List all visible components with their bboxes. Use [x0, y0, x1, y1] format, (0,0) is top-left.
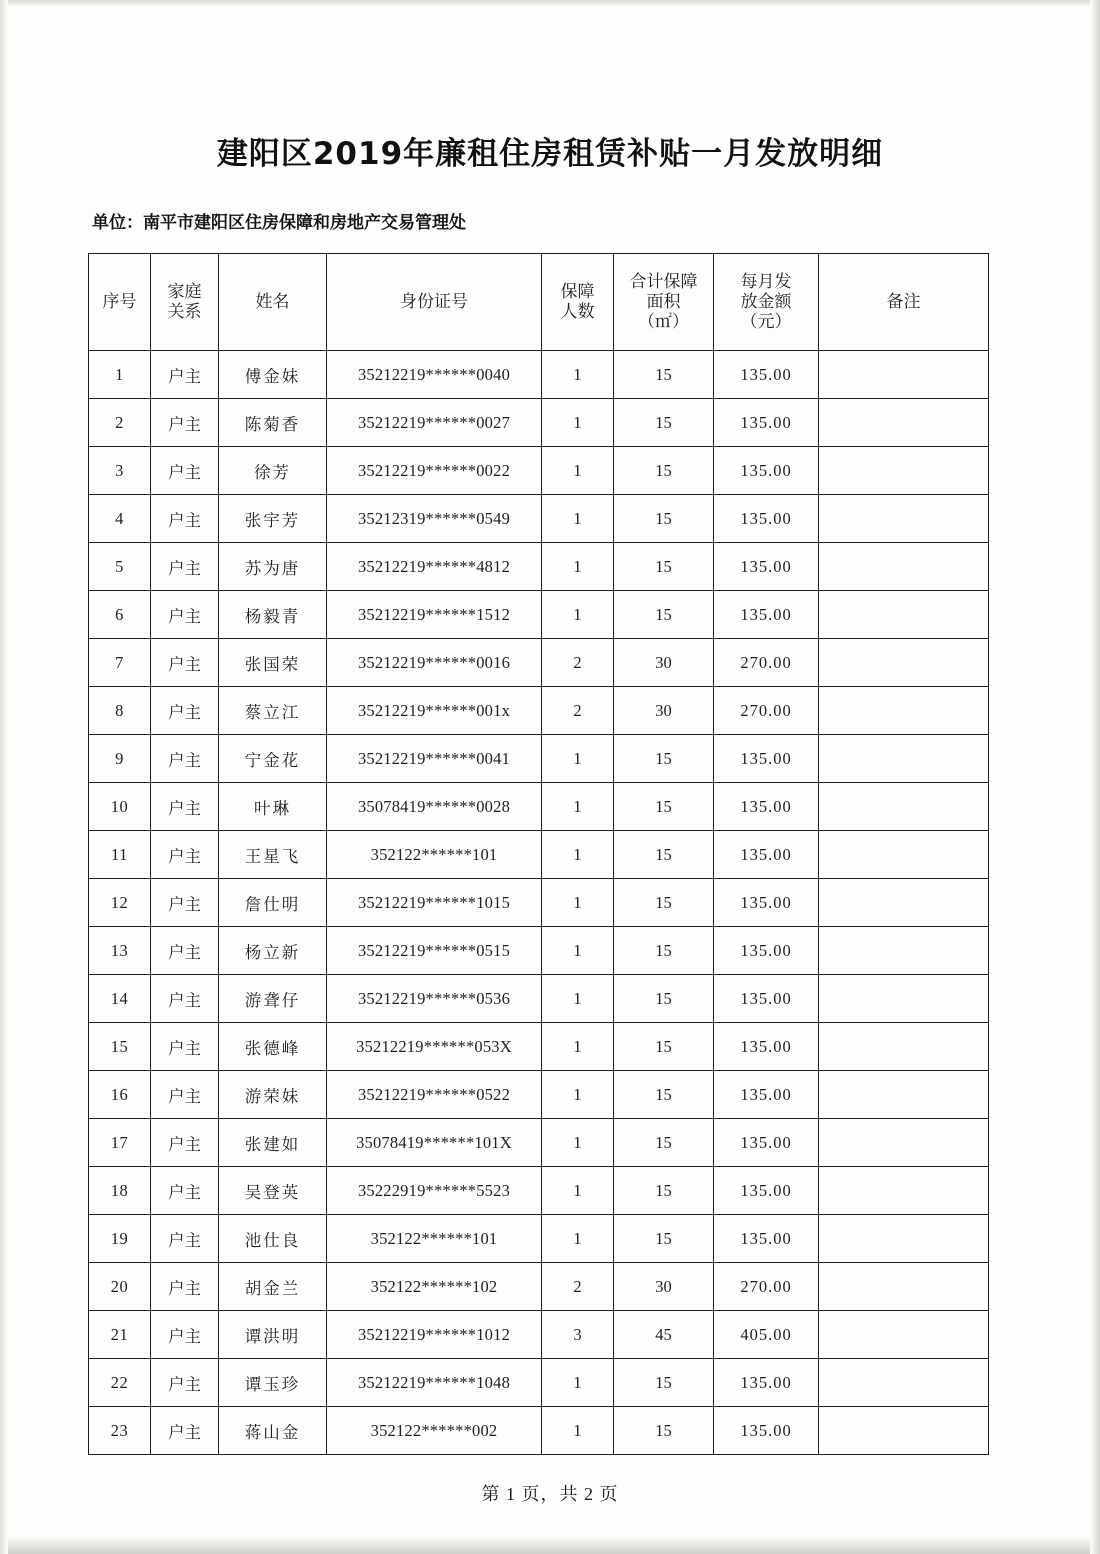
cell-amount: 405.00 — [714, 1311, 819, 1359]
cell-area: 30 — [614, 639, 714, 687]
cell-id-number: 35078419******0028 — [327, 783, 542, 831]
cell-area: 15 — [614, 927, 714, 975]
cell-name: 叶琳 — [219, 783, 327, 831]
cell-area: 15 — [614, 399, 714, 447]
cell-name: 蒋山金 — [219, 1407, 327, 1455]
table-row — [89, 495, 989, 543]
cell-name: 池仕良 — [219, 1215, 327, 1263]
cell-relation: 户主 — [151, 399, 219, 447]
cell-people: 1 — [542, 1167, 614, 1215]
header-people — [542, 254, 614, 351]
cell-relation: 户主 — [151, 783, 219, 831]
table-header-row — [89, 254, 989, 351]
cell-relation: 户主 — [151, 351, 219, 399]
header-note: 备注 — [819, 254, 989, 351]
cell-id-number: 35212219******1015 — [327, 879, 542, 927]
cell-people: 1 — [542, 1119, 614, 1167]
cell-relation: 户主 — [151, 687, 219, 735]
cell-name: 杨立新 — [219, 927, 327, 975]
cell-amount: 270.00 — [714, 687, 819, 735]
cell-area: 15 — [614, 1167, 714, 1215]
cell-amount: 135.00 — [714, 1359, 819, 1407]
header-amount-line-3: （元） — [740, 312, 792, 333]
cell-note — [819, 1071, 989, 1119]
cell-id-number: 35212319******0549 — [327, 495, 542, 543]
cell-people: 1 — [542, 783, 614, 831]
document-unit-line: 单位：南平市建阳区住房保障和房地产交易管理处 — [92, 213, 466, 233]
cell-index: 11 — [89, 831, 151, 879]
cell-name: 宁金花 — [219, 735, 327, 783]
cell-index: 3 — [89, 447, 151, 495]
cell-relation: 户主 — [151, 1359, 219, 1407]
cell-index: 5 — [89, 543, 151, 591]
table-row — [89, 447, 989, 495]
cell-amount: 135.00 — [714, 1071, 819, 1119]
cell-area: 15 — [614, 975, 714, 1023]
cell-relation: 户主 — [151, 1311, 219, 1359]
cell-note — [819, 1311, 989, 1359]
cell-id-number: 35212219******0022 — [327, 447, 542, 495]
cell-id-number: 35212219******0522 — [327, 1071, 542, 1119]
cell-name: 吴登英 — [219, 1167, 327, 1215]
cell-people: 1 — [542, 879, 614, 927]
cell-area: 15 — [614, 1119, 714, 1167]
cell-note — [819, 975, 989, 1023]
cell-id-number: 35212219******0027 — [327, 399, 542, 447]
cell-amount: 135.00 — [714, 831, 819, 879]
cell-name: 王星飞 — [219, 831, 327, 879]
cell-index: 17 — [89, 1119, 151, 1167]
cell-name: 徐芳 — [219, 447, 327, 495]
table-row — [89, 1311, 989, 1359]
table-row — [89, 975, 989, 1023]
cell-area: 15 — [614, 783, 714, 831]
cell-note — [819, 1167, 989, 1215]
cell-note — [819, 735, 989, 783]
cell-id-number: 35078419******101X — [327, 1119, 542, 1167]
cell-people: 2 — [542, 687, 614, 735]
cell-people: 2 — [542, 639, 614, 687]
cell-area: 15 — [614, 831, 714, 879]
subsidy-detail-table — [88, 253, 989, 1455]
header-monthly-amount — [714, 254, 819, 351]
table-body — [89, 351, 989, 1455]
cell-id-number: 35212219******001x — [327, 687, 542, 735]
cell-area: 30 — [614, 1263, 714, 1311]
cell-id-number: 35222919******5523 — [327, 1167, 542, 1215]
header-relation-line-2: 关系 — [167, 302, 202, 322]
page-footer: 第 1 页，共 2 页 — [481, 1484, 619, 1504]
cell-relation: 户主 — [151, 591, 219, 639]
table-row — [89, 783, 989, 831]
cell-amount: 135.00 — [714, 351, 819, 399]
cell-people: 1 — [542, 351, 614, 399]
cell-people: 1 — [542, 831, 614, 879]
cell-note — [819, 1023, 989, 1071]
cell-index: 19 — [89, 1215, 151, 1263]
cell-people: 1 — [542, 399, 614, 447]
cell-relation: 户主 — [151, 447, 219, 495]
cell-id-number: 352122******102 — [327, 1263, 542, 1311]
cell-note — [819, 1407, 989, 1455]
table-row — [89, 591, 989, 639]
cell-note — [819, 639, 989, 687]
cell-note — [819, 831, 989, 879]
cell-area: 15 — [614, 543, 714, 591]
cell-amount: 270.00 — [714, 639, 819, 687]
table-row — [89, 1023, 989, 1071]
cell-note — [819, 447, 989, 495]
table-row — [89, 1215, 989, 1263]
cell-index: 21 — [89, 1311, 151, 1359]
header-amount-line-1: 每月发 — [740, 271, 792, 292]
cell-people: 1 — [542, 975, 614, 1023]
cell-relation: 户主 — [151, 1407, 219, 1455]
cell-relation: 户主 — [151, 1263, 219, 1311]
cell-id-number: 35212219******053X — [327, 1023, 542, 1071]
table-row — [89, 543, 989, 591]
scan-edge-bottom — [0, 1536, 1100, 1554]
cell-id-number: 35212219******0040 — [327, 351, 542, 399]
cell-name: 杨毅青 — [219, 591, 327, 639]
table-row — [89, 687, 989, 735]
cell-area: 45 — [614, 1311, 714, 1359]
cell-id-number: 35212219******1048 — [327, 1359, 542, 1407]
cell-area: 15 — [614, 591, 714, 639]
cell-amount: 135.00 — [714, 927, 819, 975]
table-row — [89, 927, 989, 975]
cell-amount: 135.00 — [714, 879, 819, 927]
header-relation-line-1: 家庭 — [167, 281, 202, 302]
cell-id-number: 35212219******4812 — [327, 543, 542, 591]
cell-relation: 户主 — [151, 1023, 219, 1071]
cell-area: 15 — [614, 1359, 714, 1407]
cell-index: 10 — [89, 783, 151, 831]
table-row — [89, 399, 989, 447]
header-area-line-2: 面积 — [646, 291, 681, 312]
cell-people: 1 — [542, 1071, 614, 1119]
header-id-number: 身份证号 — [327, 254, 542, 351]
cell-index: 6 — [89, 591, 151, 639]
header-people-line-2: 人数 — [560, 302, 595, 322]
table-row — [89, 639, 989, 687]
cell-id-number: 35212219******0536 — [327, 975, 542, 1023]
scan-edge-top — [0, 0, 1100, 7]
cell-index: 1 — [89, 351, 151, 399]
cell-amount: 135.00 — [714, 1215, 819, 1263]
document-title: 建阳区2019年廉租住房租赁补贴一月发放明细 — [216, 136, 884, 172]
cell-people: 1 — [542, 927, 614, 975]
cell-name: 张宇芳 — [219, 495, 327, 543]
header-relation — [151, 254, 219, 351]
cell-index: 12 — [89, 879, 151, 927]
cell-amount: 135.00 — [714, 975, 819, 1023]
cell-name: 张建如 — [219, 1119, 327, 1167]
cell-note — [819, 591, 989, 639]
cell-index: 18 — [89, 1167, 151, 1215]
table-row — [89, 735, 989, 783]
header-amount-line-2: 放金额 — [740, 291, 792, 312]
header-area — [614, 254, 714, 351]
cell-people: 1 — [542, 447, 614, 495]
cell-area: 15 — [614, 735, 714, 783]
cell-index: 9 — [89, 735, 151, 783]
cell-name: 谭玉珍 — [219, 1359, 327, 1407]
cell-area: 30 — [614, 687, 714, 735]
cell-index: 7 — [89, 639, 151, 687]
cell-name: 张德峰 — [219, 1023, 327, 1071]
cell-name: 傅金妹 — [219, 351, 327, 399]
cell-id-number: 35212219******1512 — [327, 591, 542, 639]
cell-note — [819, 1359, 989, 1407]
table-row — [89, 879, 989, 927]
cell-area: 15 — [614, 447, 714, 495]
cell-people: 3 — [542, 1311, 614, 1359]
cell-index: 4 — [89, 495, 151, 543]
cell-area: 15 — [614, 1407, 714, 1455]
cell-note — [819, 1119, 989, 1167]
cell-name: 游聋仔 — [219, 975, 327, 1023]
cell-note — [819, 687, 989, 735]
cell-amount: 135.00 — [714, 1407, 819, 1455]
table-row — [89, 1407, 989, 1455]
cell-note — [819, 783, 989, 831]
cell-people: 1 — [542, 1215, 614, 1263]
table-row — [89, 1359, 989, 1407]
cell-relation: 户主 — [151, 927, 219, 975]
table-row — [89, 831, 989, 879]
cell-people: 1 — [542, 591, 614, 639]
cell-relation: 户主 — [151, 495, 219, 543]
cell-name: 蔡立江 — [219, 687, 327, 735]
table-row — [89, 1167, 989, 1215]
cell-area: 15 — [614, 1071, 714, 1119]
cell-area: 15 — [614, 879, 714, 927]
cell-name: 游荣妹 — [219, 1071, 327, 1119]
cell-note — [819, 351, 989, 399]
cell-id-number: 35212219******1012 — [327, 1311, 542, 1359]
cell-index: 2 — [89, 399, 151, 447]
cell-note — [819, 495, 989, 543]
cell-id-number: 352122******101 — [327, 831, 542, 879]
header-index: 序号 — [89, 254, 151, 351]
cell-amount: 135.00 — [714, 399, 819, 447]
cell-index: 20 — [89, 1263, 151, 1311]
cell-note — [819, 879, 989, 927]
cell-relation: 户主 — [151, 543, 219, 591]
table-row — [89, 1119, 989, 1167]
cell-relation: 户主 — [151, 639, 219, 687]
cell-index: 16 — [89, 1071, 151, 1119]
cell-people: 1 — [542, 1359, 614, 1407]
cell-amount: 135.00 — [714, 591, 819, 639]
cell-id-number: 35212219******0515 — [327, 927, 542, 975]
cell-name: 陈菊香 — [219, 399, 327, 447]
cell-relation: 户主 — [151, 831, 219, 879]
cell-area: 15 — [614, 351, 714, 399]
cell-index: 13 — [89, 927, 151, 975]
cell-area: 15 — [614, 1023, 714, 1071]
cell-relation: 户主 — [151, 1119, 219, 1167]
cell-relation: 户主 — [151, 1215, 219, 1263]
table-row — [89, 351, 989, 399]
cell-name: 胡金兰 — [219, 1263, 327, 1311]
header-name: 姓名 — [219, 254, 327, 351]
cell-amount: 135.00 — [714, 495, 819, 543]
cell-people: 1 — [542, 735, 614, 783]
table-row — [89, 1071, 989, 1119]
header-area-line-3: （㎡） — [638, 312, 689, 333]
cell-note — [819, 1263, 989, 1311]
cell-index: 23 — [89, 1407, 151, 1455]
cell-area: 15 — [614, 495, 714, 543]
cell-amount: 135.00 — [714, 543, 819, 591]
cell-area: 15 — [614, 1215, 714, 1263]
cell-people: 1 — [542, 543, 614, 591]
cell-people: 1 — [542, 1407, 614, 1455]
cell-relation: 户主 — [151, 975, 219, 1023]
cell-index: 15 — [89, 1023, 151, 1071]
cell-people: 2 — [542, 1263, 614, 1311]
cell-note — [819, 543, 989, 591]
cell-index: 14 — [89, 975, 151, 1023]
cell-amount: 135.00 — [714, 1119, 819, 1167]
cell-name: 苏为唐 — [219, 543, 327, 591]
cell-id-number: 352122******101 — [327, 1215, 542, 1263]
cell-name: 谭洪明 — [219, 1311, 327, 1359]
cell-amount: 135.00 — [714, 1023, 819, 1071]
cell-relation: 户主 — [151, 735, 219, 783]
cell-name: 詹仕明 — [219, 879, 327, 927]
header-people-line-1: 保障 — [560, 281, 595, 302]
cell-relation: 户主 — [151, 1071, 219, 1119]
header-area-line-1: 合计保障 — [629, 271, 698, 292]
cell-note — [819, 1215, 989, 1263]
cell-id-number: 352122******002 — [327, 1407, 542, 1455]
cell-index: 22 — [89, 1359, 151, 1407]
cell-people: 1 — [542, 1023, 614, 1071]
scan-edge-left — [0, 0, 8, 1554]
cell-relation: 户主 — [151, 879, 219, 927]
cell-amount: 135.00 — [714, 783, 819, 831]
cell-amount: 135.00 — [714, 735, 819, 783]
cell-name: 张国荣 — [219, 639, 327, 687]
cell-note — [819, 399, 989, 447]
cell-amount: 135.00 — [714, 1167, 819, 1215]
cell-note — [819, 927, 989, 975]
cell-amount: 270.00 — [714, 1263, 819, 1311]
cell-index: 8 — [89, 687, 151, 735]
cell-people: 1 — [542, 495, 614, 543]
cell-relation: 户主 — [151, 1167, 219, 1215]
cell-amount: 135.00 — [714, 447, 819, 495]
scan-edge-right — [1090, 0, 1100, 1554]
table-row — [89, 1263, 989, 1311]
cell-id-number: 35212219******0016 — [327, 639, 542, 687]
cell-id-number: 35212219******0041 — [327, 735, 542, 783]
